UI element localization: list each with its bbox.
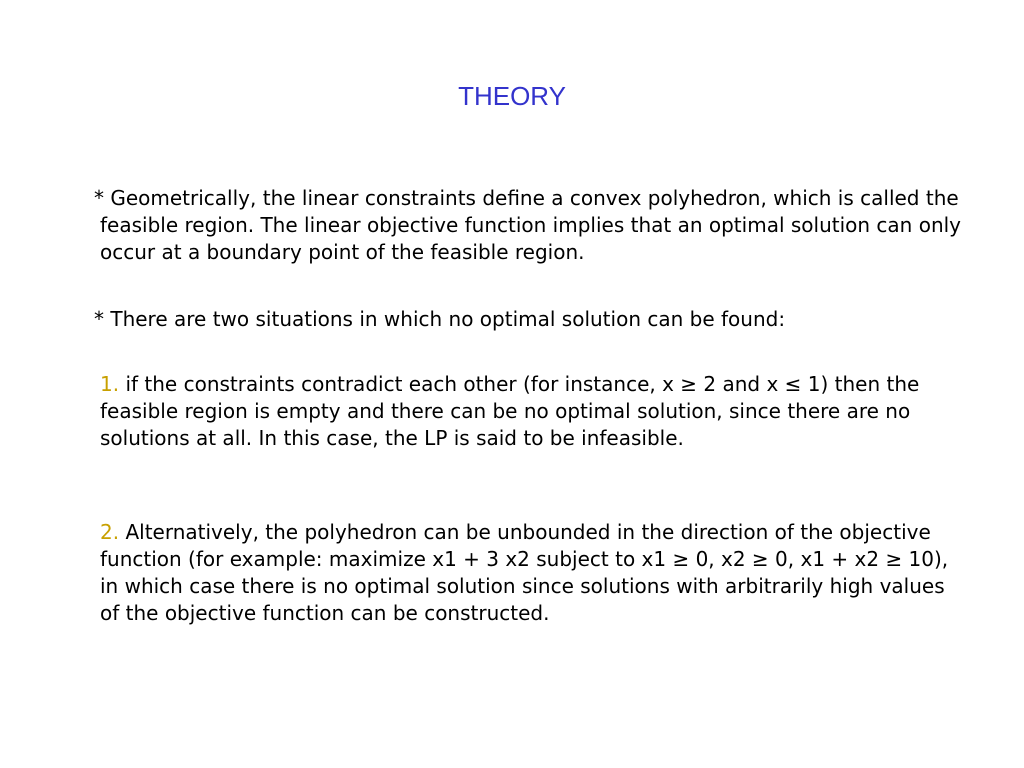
list-item-unbounded <box>100 519 970 627</box>
list-item-number: 1. <box>100 372 120 396</box>
paragraph-geometric: * Geometrically, the linear constraints define a convex polyhedron, which is called the feasible region. The linear objective function implies that an optimal solution can only occur at a boundary point of the feasible region. <box>94 186 962 264</box>
list-item-text: Alternatively, the polyhedron can be unbounded in the direction of the objective function (for example: maximize x1 + 3 x2 subject to x1 ≥ 0, x2 ≥ 0, x1 + x2 ≥ 10), in which case there is no optimal solution since solutions with arbitrarily high values of the objective function can be constructed. <box>100 520 949 625</box>
paragraph-situations: * There are two situations in which no optimal solution can be found: <box>94 307 786 331</box>
slide-title: THEORY <box>458 81 566 111</box>
list-item-number: 2. <box>100 520 120 544</box>
list-item-infeasible <box>100 371 970 452</box>
list-item-text: if the constraints contradict each other (for instance, x ≥ 2 and x ≤ 1) then the feasible region is empty and there can be no optimal solution, since there are no solutions at all. In this case, the LP is said to be infeasible. <box>100 372 920 450</box>
